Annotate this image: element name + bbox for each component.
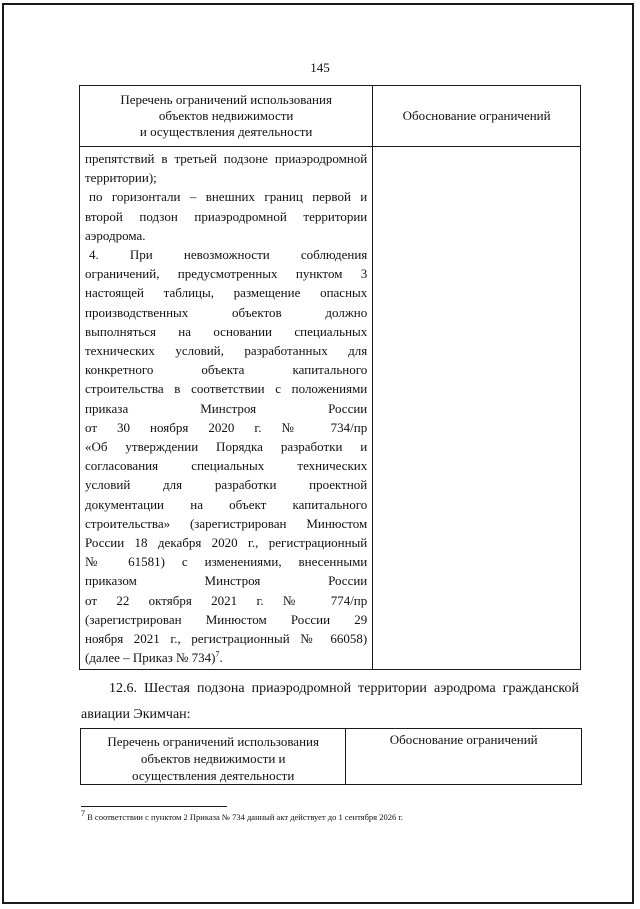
justification-cell xyxy=(373,147,581,670)
header-line: и осуществления деятельности xyxy=(139,124,313,139)
text-line: № 61581) с изменениями, внесенными xyxy=(85,554,368,570)
page-number: 145 xyxy=(310,60,330,75)
header-justification: Обоснование ограничений xyxy=(373,86,581,147)
footnote-separator xyxy=(81,806,227,807)
table-row xyxy=(80,147,581,670)
footnote-ref[interactable]: 7 xyxy=(215,649,220,659)
text-line: выполняться на основании специальных xyxy=(85,323,368,339)
header-line: осуществления деятельности xyxy=(132,768,295,783)
footnote xyxy=(81,809,581,823)
header-line: объектов недвижимости и xyxy=(140,751,286,766)
text-line: конкретного объекта капитального xyxy=(85,362,368,378)
final-text: (далее – Приказ № 734) xyxy=(85,650,216,666)
text-line: ноября 2021 г., регистрационный № 66058) xyxy=(85,631,368,647)
text-line: технических условий, разработанных для xyxy=(85,343,368,359)
header-line: Перечень ограничений использования xyxy=(120,92,332,107)
restrictions-cell xyxy=(80,147,373,670)
header-line: Перечень ограничений использования xyxy=(107,734,319,749)
header-restrictions-list xyxy=(80,86,373,147)
table-header-row xyxy=(80,86,581,147)
text-line: настоящей таблицы, размещение опасных xyxy=(85,285,368,301)
sixth-subzone-table xyxy=(80,728,582,785)
text-line: России 18 декабря 2020 г., регистрационный xyxy=(85,535,368,551)
section-heading xyxy=(81,676,579,728)
text-line: строительства в соответствии с положениями xyxy=(85,381,368,397)
section-line: авиации Экимчан: xyxy=(81,707,191,722)
text-line: от 22 октября 2021 г. № 774/пр xyxy=(85,592,368,608)
text-line: «Об утверждении Порядка разработки и xyxy=(85,439,368,455)
section-line: 12.6. Шестая подзона приаэродромной территории аэродрома гражданской xyxy=(109,681,579,696)
text-line: согласования специальных технических xyxy=(85,458,368,474)
text-line-final: (далее – Приказ № 734)$^7$. xyxy=(85,649,223,666)
text-line: 4. При невозможности соблюдения xyxy=(89,247,368,263)
text-line: приказом Минстроя России xyxy=(85,573,368,589)
restrictions-text xyxy=(80,147,372,669)
header-justification: Обоснование ограничений xyxy=(346,729,582,785)
text-line: (зарегистрирован Минюстом России 29 xyxy=(85,611,368,627)
text-line: приказа Минстроя России xyxy=(85,400,368,416)
text-line: ограничений, предусмотренных пунктом 3 xyxy=(85,266,368,282)
header-restrictions-list xyxy=(81,729,346,785)
text-line: второй подзон приаэродромной территории xyxy=(85,208,368,224)
text-line: от 30 ноября 2020 г. № 734/пр xyxy=(85,419,368,435)
footnote-text: В соответствии с пунктом 2 Приказа № 734 данный акт действует до 1 сентября 2026 г. xyxy=(85,812,403,822)
text-line: аэродрома. xyxy=(85,227,146,243)
text-line: производственных объектов должно xyxy=(85,304,368,320)
text-line: препятствий в третьей подзоне приаэродромной xyxy=(85,151,368,166)
table-header-row xyxy=(81,729,582,785)
header-line: объектов недвижимости xyxy=(158,108,294,123)
restrictions-table xyxy=(79,85,581,670)
text-line: территории); xyxy=(85,170,157,186)
text-line: документации на объект капитального xyxy=(85,496,368,512)
text-line: условий для разработки проектной xyxy=(85,477,368,493)
footnote-mark: 7 xyxy=(81,809,85,819)
text-line: по горизонтали – внешних границ первой и xyxy=(89,189,368,205)
text-line: строительства» (зарегистрирован Минюстом xyxy=(85,515,368,531)
